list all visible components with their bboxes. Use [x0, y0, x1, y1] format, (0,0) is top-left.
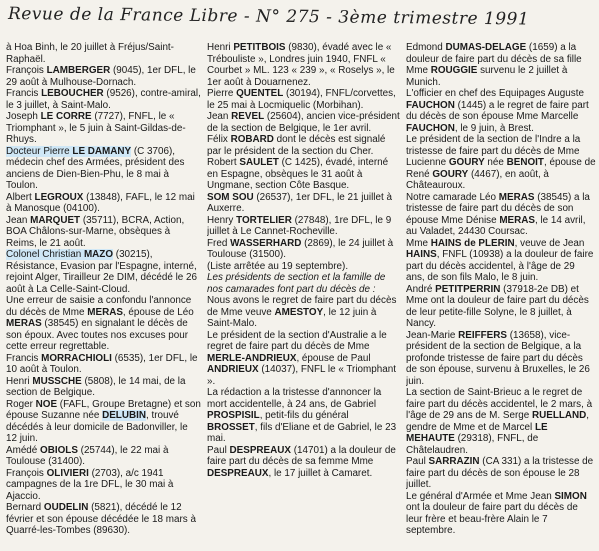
obituary-entry [207, 272, 400, 295]
entry-text: (1659) a la douleur de faire part du décès de sa fille Mme [406, 42, 582, 76]
person-name: MERAS [499, 214, 535, 226]
person-name: PROSPISIL [207, 410, 260, 421]
person-name: HAINS [406, 249, 437, 260]
entry-text: , épouse de René [406, 157, 596, 180]
entry-text: Le président de la section de l'Indre a la tristesse de faire part du décès de Mme Lucienne [406, 134, 581, 168]
obituary-entry [6, 65, 201, 88]
person-name: WASSERHARD [230, 237, 302, 249]
person-name: SIMON [554, 490, 587, 502]
entry-text: Le président de la section d'Australie a le regret de faire part du décès de Mme [207, 329, 387, 352]
header-title: Revue de la France Libre - N° 275 - 3ème trimestre 1991 [7, 4, 530, 30]
entry-text: (CA 331) a la tristesse de faire part du décès de son épouse le 28 juillet. [406, 456, 594, 490]
entry-text: à Hoa Binh, le 20 juillet à Fréjus/Saint-Raphaël. [6, 42, 174, 65]
entry-text: François [6, 65, 47, 76]
entry-text: Henri [207, 42, 234, 53]
entry-text: Paul [406, 456, 429, 467]
entry-text: (38545) en signalant le décès de son époux. Avec toutes nos excuses pour cette erreur regrettable. [6, 318, 189, 352]
person-name: LE MEHAUTE [406, 421, 548, 444]
entry-text: Joseph [6, 111, 41, 122]
entry-text: La rédaction a la tristesse d'annoncer la mort accidentelle, à 24 ans, de Gabriel [207, 387, 382, 410]
entry-text: La section de Saint-Brieuc a le regret de faire part du décès accidentel, le 2 mars, à l'âge de 29 ans de M. Serge [406, 387, 593, 421]
obituary-entry [207, 134, 400, 157]
obituary-entry [406, 491, 596, 537]
obituary-entry [207, 295, 400, 330]
entry-text: (29318), FNFL, de Châtelaudren. [406, 433, 539, 456]
person-name: DESPREAUX [207, 467, 269, 479]
person-name: LEBOUCHER [41, 88, 104, 99]
person-name: LAMBERGER [46, 65, 111, 76]
entry-text: (1445) a le regret de faire part du décès de son épouse Mme Marcelle [406, 99, 589, 122]
entry-text: Amédé [6, 444, 41, 456]
handwritten-header [0, 0, 599, 34]
obituary-entry [6, 88, 201, 111]
obituary-entry [6, 249, 201, 295]
entry-text: (25744), le 22 mai à Toulouse (31400). [6, 444, 169, 467]
entry-text: Henry [207, 214, 237, 226]
obituary-entry [6, 445, 201, 468]
entry-text: Robert [207, 157, 240, 168]
obituary-entry [207, 157, 400, 192]
entry-text: Une erreur de saisie a confondu l'annonce du décès de Mme [6, 295, 192, 318]
person-name: MERLE-ANDRIEUX [207, 352, 297, 364]
entry-text: Roger [6, 398, 36, 410]
entry-text: (FAFL, Groupe Bretagne) et son épouse Suzanne née [6, 398, 201, 421]
entry-text: (25604), ancien vice-président de la section de Belgique, le 1er avril. [207, 111, 400, 134]
column-right [406, 42, 596, 537]
entry-text: Paul [207, 444, 230, 456]
entry-text: , le 14 avril, au Valadet, 24430 Coursac. [406, 214, 586, 237]
entry-text: survenu le 2 juillet à Munich. [406, 65, 568, 88]
obituary-entry [406, 387, 596, 456]
entry-text: (9526), contre-amiral, le 3 juillet, à Saint-Malo. [6, 88, 201, 111]
entry-text: (35711), BCRA, Action, BOA Châlons-sur-Marne, obsèques à Reims, le 21 août. [6, 214, 185, 249]
entry-text: , le 9 juin, à Brest. [454, 122, 534, 134]
person-name: RUELLAND [531, 410, 587, 421]
entry-text: Docteur Pierre [6, 145, 73, 157]
obituary-entry [6, 111, 201, 146]
entry-text: (13848), FAFL, le 12 mai à Manosque (04100). [6, 191, 195, 214]
obituary-entry [6, 42, 201, 65]
obituary-entry [207, 111, 400, 134]
entry-text: Francis [6, 88, 42, 99]
entry-text: , le 17 juillet à Camaret. [268, 467, 373, 479]
person-name: FAUCHON [406, 122, 455, 134]
entry-text: (30194), FNFL/corvettes, le 25 mai à Locmiquelic (Morbihan). [207, 88, 396, 111]
person-name: OBIOLS [40, 444, 78, 456]
entry-text: dont le décès est signalé par le président de la section du Cher. [207, 134, 386, 157]
obituary-entry [6, 215, 201, 250]
obituary-entry [6, 295, 201, 353]
entry-text: (37918-2e DB) et Mme ont la douleur de faire part du décès de leur petite-fille Solyne, le 8 juillet, à Nancy. [406, 283, 589, 329]
obituary-entry [406, 238, 596, 284]
person-name: HAINS de PLERIN [430, 237, 515, 249]
person-name: LE CORRE [40, 111, 92, 122]
person-name: MERAS [6, 318, 42, 329]
entry-text: (27848), 1re DFL, le 9 juillet à Le Cannet-Rocheville. [207, 214, 392, 237]
person-name: BENOIT [506, 157, 544, 168]
entry-text: , le 12 juin à Saint-Malo. [207, 306, 377, 329]
entry-text: , épouse de Léo [122, 306, 194, 318]
entry-text: Jean [207, 111, 232, 122]
obituary-entry [6, 502, 201, 537]
person-name: DELUBIN [102, 410, 146, 421]
person-name: ANDRIEUX [207, 364, 259, 375]
entry-text: Jean-Marie [406, 329, 459, 341]
obituary-entry [6, 192, 201, 215]
entry-text: Félix [207, 134, 231, 145]
column-left [6, 42, 201, 537]
person-name: REIFFERS [458, 329, 507, 341]
person-name: MORRACHIOLI [41, 352, 112, 364]
obituary-entry [6, 353, 201, 376]
entry-text: Pierre [207, 88, 237, 99]
entry-text: (9830), évadé avec le « Trébouliste », Londres juin 1940, FNFL « Courbet » ML. 123 « 239 », « Roselys », le 1er août à Douarnenez. [207, 42, 395, 88]
person-name: MERAS [87, 306, 123, 318]
obituary-entry [207, 445, 400, 480]
person-name: OUDELIN [43, 502, 89, 513]
person-name: PETITPERRIN [435, 283, 501, 295]
entry-text: L'officier en chef des Equipages Auguste [406, 88, 584, 99]
person-name: FAUCHON [406, 99, 455, 111]
entry-text: (7727), FNFL, le « Triomphant », le 5 juin à Saint-Gildas-de-Rhuys. [6, 111, 186, 145]
entry-text: Francis [6, 352, 42, 364]
person-name: GOURY [432, 168, 469, 180]
entry-text: Edmond [406, 42, 446, 53]
person-name: DESPREAUX [229, 444, 291, 456]
person-name: MARQUET [30, 214, 81, 226]
person-name: OLIVIERI [46, 467, 89, 479]
person-name: LE DAMANY [72, 145, 132, 157]
entry-text: (30215), Résistance, Evasion par l'Espagne, interné, rejoint Alger, Tirailleur 2e DIM, décédé le 26 août à La Celle-Saint-Cloud. [6, 249, 198, 295]
entry-text: , FNFL (10938) a la douleur de faire part du décès accidentel, à l'âge de 29 ans, de son fils Malo, le 8 juin. [406, 249, 594, 283]
entry-text: , gendre de Mme et de Marcel [406, 410, 590, 433]
person-name: LEGROUX [34, 191, 84, 203]
obituary-entry [207, 215, 400, 238]
entry-text: Colonel Christian [6, 249, 84, 260]
obituary-entry [207, 42, 400, 88]
person-name: MERAS [498, 191, 535, 203]
entry-text: (4467), en août, à Châteauroux. [406, 168, 549, 191]
obituary-entry [207, 88, 400, 111]
person-name: GOURY [448, 157, 485, 168]
entry-text: (26537), 1er DFL, le 21 juillet à Auxerre. [207, 191, 392, 214]
obituary-entry [207, 261, 400, 273]
entry-text: André [406, 283, 436, 295]
obituary-entry [406, 284, 596, 330]
entry-text: , veuve de Jean [514, 237, 585, 249]
obituary-entry [406, 192, 596, 238]
person-name: REVEL [231, 111, 265, 122]
person-name: QUENTEL [236, 88, 284, 99]
obituary-entry [406, 134, 596, 192]
entry-text: (38545) a la tristesse de faire part du décès de son épouse Mme Dénise [406, 191, 590, 226]
entry-text: (Liste arrêtée au 19 septembre). [207, 260, 349, 272]
person-name: MAZO [83, 249, 114, 260]
entry-text: (13658), vice-président de la section de Belgique, a la profonde tristesse de faire part du décès de son épouse, survenu à Bruxelles, le 26 juin. [406, 329, 590, 387]
entry-text: (2869), le 24 juillet à Toulouse (31500). [207, 237, 394, 260]
person-name: ROUGGIE [430, 65, 478, 76]
entry-text: , épouse de Paul [296, 352, 371, 364]
obituary-entry [207, 238, 400, 261]
obituary-entry [406, 456, 596, 491]
obituary-entry [6, 468, 201, 503]
entry-text: (5808), le 14 mai, de la section de Belgique. [6, 375, 186, 398]
obituary-entry [207, 192, 400, 215]
person-name: MUSSCHE [32, 375, 82, 387]
person-name: ROBARD [230, 134, 274, 145]
entry-text: (C 3706), médecin chef des Armées, président des anciens de Dien-Bien-Phu, le 8 mai à Toulon. [6, 145, 185, 191]
entry-text: (14037), FNFL le « Triomphant ». [207, 364, 396, 387]
entry-text: (14701) a la douleur de faire part du décès de sa femme Mme [207, 444, 396, 467]
entry-text: Le général d'Armée et Mme Jean [406, 490, 555, 502]
obituary-entry [406, 88, 596, 134]
entry-text: ont la douleur de faire part du décès de leur frère et beau-frère Alain le 7 septembre. [406, 502, 578, 536]
person-name: PETITBOIS [233, 42, 286, 53]
entry-text: née [484, 157, 507, 168]
entry-text: Albert [6, 191, 35, 203]
obituary-entry [406, 42, 596, 88]
obituary-columns [0, 42, 599, 551]
person-name: SOM SOU [207, 191, 254, 203]
person-name: AMESTOY [274, 306, 324, 318]
entry-text: François [6, 467, 47, 479]
obituary-entry [6, 146, 201, 192]
obituary-entry [207, 330, 400, 388]
entry-text: , fils d'Eliane et de Gabriel, le 23 mai. [207, 421, 397, 444]
entry-text: (5821), décédé le 12 février et son épouse décédée le 18 mars à Quarré-les-Tombes (89630). [6, 502, 196, 536]
entry-text: (9045), 1er DFL, le 29 août à Mulhouse-Dornach. [6, 65, 196, 88]
entry-text: (C 1425), évadé, interné en Espagne, obsèques le 31 août à Ungmane, section Côte Basque. [207, 157, 389, 191]
entry-text: , petit-fils du général [259, 410, 349, 421]
person-name: BROSSET [207, 421, 255, 433]
person-name: SAULET [239, 157, 279, 168]
entry-text: Notre camarade Léo [406, 191, 499, 203]
obituary-entry [406, 330, 596, 388]
entry-text: (6535), 1er DFL, le 10 août à Toulon. [6, 352, 198, 375]
person-name: TORTELIER [236, 214, 292, 226]
entry-text: Nous avons le regret de faire part du décès de Mme veuve [207, 295, 397, 318]
entry-text: Fred [207, 237, 231, 249]
person-name: NOE [35, 398, 58, 410]
entry-text: Bernard [6, 502, 44, 513]
person-name: DUMAS-DELAGE [445, 42, 527, 53]
obituary-entry [6, 376, 201, 399]
obituary-entry [207, 387, 400, 445]
entry-text: , trouvé décédés à leur domicile de Badonviller, le 12 juin. [6, 410, 188, 444]
entry-text: Henri [6, 375, 33, 387]
entry-text: (2703), a/c 1941 campagnes de la 1re DFL, le 30 mai à Ajaccio. [6, 467, 174, 502]
column-middle [207, 42, 400, 479]
obituary-entry [6, 399, 201, 445]
person-name: SARRAZIN [428, 456, 480, 467]
entry-text: Jean [6, 214, 31, 226]
entry-text: Les présidents de section et la famille de nos camarades font part du décès de : [207, 272, 386, 295]
entry-text: Mme [406, 237, 431, 249]
